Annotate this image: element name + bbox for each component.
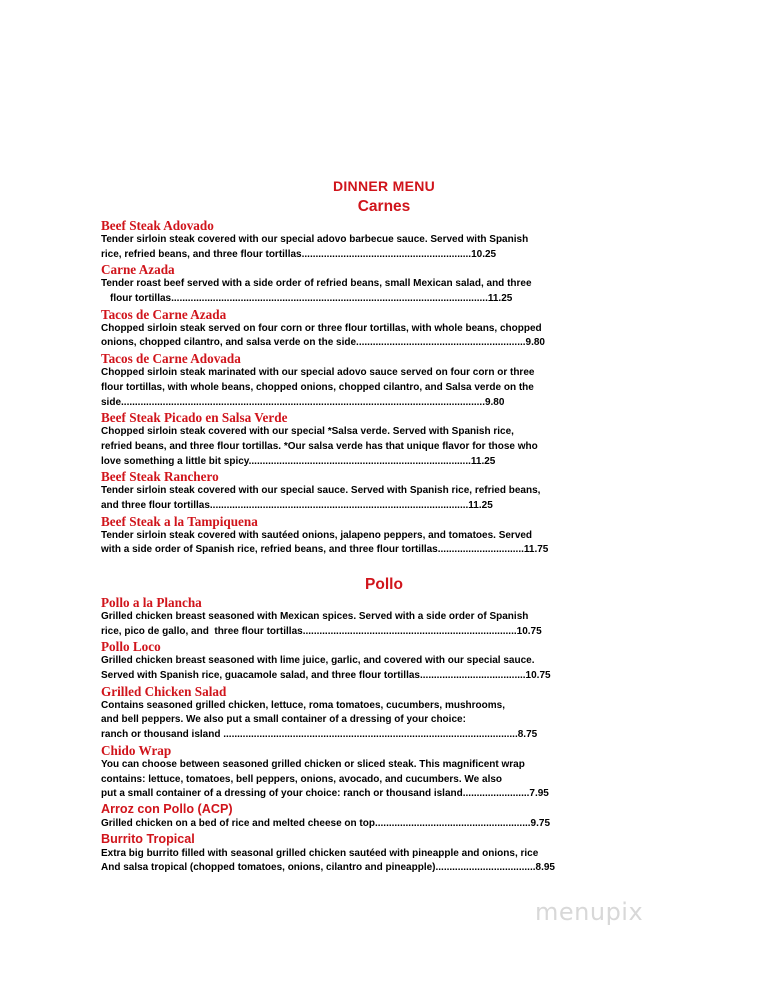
menu-item-description-line: Chopped sirloin steak served on four corn or three flour tortillas, with whole beans, chopped <box>101 322 542 334</box>
pollo-section <box>101 595 641 876</box>
menu-item-description-line: Tender sirloin steak covered with sautéed onions, jalapeno peppers, and tomatoes. Served <box>101 529 533 541</box>
menu-item <box>101 262 641 306</box>
menupix-watermark: menupix <box>535 898 644 926</box>
menu-item-name: Grilled Chicken Salad <box>101 683 227 699</box>
menu-item-description-line: Grilled chicken on a bed of rice and melted cheese on top........................................................9.75 <box>101 817 551 829</box>
menu-item-name: Beef Steak Adovado <box>101 218 214 233</box>
menu-item-name: Tacos de Carne Adovada <box>101 351 241 367</box>
menu-item-name: Burrito Tropical <box>101 831 195 846</box>
menu-item <box>101 832 641 876</box>
menu-item-description-line: with a side order of Spanish rice, refried beans, and three flour tortillas...............................11.75 <box>101 544 549 556</box>
menu-item <box>101 595 641 639</box>
menu-item-name: Tacos de Carne Azada <box>101 306 227 322</box>
menu-item-name: Beef Steak Ranchero <box>101 469 219 485</box>
menu-item-description-line: put a small container of a dressing of your choice: ranch or thousand island........................7.95 <box>101 788 549 800</box>
menu-item <box>101 802 641 832</box>
menu-item <box>101 684 641 743</box>
menu-item-description-line: rice, pico de gallo, and three flour tortillas.............................................................................10.75 <box>101 625 542 637</box>
menu-item-description-line: Tender roast beef served with a side order of refried beans, small Mexican salad, and three <box>101 278 532 290</box>
section-title-pollo: Pollo <box>365 576 403 593</box>
menu-item-name: Pollo Loco <box>101 639 161 655</box>
menu-item <box>101 410 641 469</box>
menu-item-description-line: flour tortillas, with whole beans, chopped onions, chopped cilantro, and Salsa verde on the <box>101 381 534 393</box>
menu-item-name: Chido Wrap <box>101 742 172 758</box>
menu-item-description-line: side...................................................................................................................................9.80 <box>101 396 505 408</box>
menu-item-description-line: contains: lettuce, tomatoes, bell peppers, onions, avocado, and cucumbers. We also <box>101 773 503 785</box>
menu-item-name: Beef Steak a la Tampiquena <box>101 513 258 529</box>
menu-item-description-line: onions, chopped cilantro, and salsa verde on the side.............................................................9.80 <box>101 337 545 349</box>
menu-item-description-line: Contains seasoned grilled chicken, lettuce, roma tomatoes, cucumbers, mushrooms, <box>101 699 505 711</box>
menu-item-name: Beef Steak Picado en Salsa Verde <box>101 410 288 426</box>
menu-item-description-line: rice, refried beans, and three flour tortillas.............................................................10.25 <box>101 248 497 260</box>
menu-item <box>101 639 641 683</box>
menu-item-description-line: Tender sirloin steak covered with our special sauce. Served with Spanish rice, refried beans, <box>101 485 541 497</box>
menu-item <box>101 469 641 513</box>
menu-title: DINNER MENU <box>332 178 436 194</box>
menu-item-description-line: Chopped sirloin steak covered with our special *Salsa verde. Served with Spanish rice, <box>101 426 514 438</box>
menu-item <box>101 743 641 802</box>
menu-item-name: Carne Azada <box>101 262 175 278</box>
menu-item <box>101 351 641 410</box>
menu-item-description-line: Served with Spanish rice, guacamole salad, and three flour tortillas......................................10.75 <box>101 670 551 682</box>
menu-item-description-line: flour tortillas..................................................................................................................11.25 <box>110 293 513 305</box>
menu-item-name: Pollo a la Plancha <box>101 595 202 610</box>
menu-item-description-line: Grilled chicken breast seasoned with Mexican spices. Served with a side order of Spanish <box>101 611 529 622</box>
carnes-section <box>101 218 641 558</box>
menu-item-description-line: Extra big burrito filled with seasonal grilled chicken sautéed with pineapple and onions, rice <box>101 847 539 859</box>
menu-item-description-line: refried beans, and three flour tortillas. *Our salsa verde has that unique flavor for those who <box>101 440 538 452</box>
menu-item-description-line: love something a little bit spicy................................................................................11.25 <box>101 455 496 467</box>
menu-item-description-line: You can choose between seasoned grilled chicken or sliced steak. This magnificent wrap <box>101 758 525 770</box>
menu-item-description-line: and three flour tortillas.............................................................................................11.25 <box>101 499 493 511</box>
menu-item-description-line: Grilled chicken breast seasoned with lime juice, garlic, and covered with our special sauce. <box>101 655 535 667</box>
menu-item <box>101 218 641 262</box>
menu-item <box>101 514 641 558</box>
section-title-carnes: Carnes <box>357 198 411 215</box>
menu-item-description-line: Chopped sirloin steak marinated with our special adovo sauce served on four corn or three <box>101 367 535 379</box>
menu-item-description-line: Tender sirloin steak covered with our special adovo barbecue sauce. Served with Spanish <box>101 234 529 245</box>
menu-item <box>101 307 641 351</box>
menu-item-description-line: and bell peppers. We also put a small container of a dressing of your choice: <box>101 714 466 726</box>
menu-item-description-line: And salsa tropical (chopped tomatoes, onions, cilantro and pineapple)....................................8.95 <box>101 862 555 874</box>
menu-item-name: Arroz con Pollo (ACP) <box>101 801 233 816</box>
menu-item-description-line: ranch or thousand island ..........................................................................................................8.75 <box>101 729 538 741</box>
